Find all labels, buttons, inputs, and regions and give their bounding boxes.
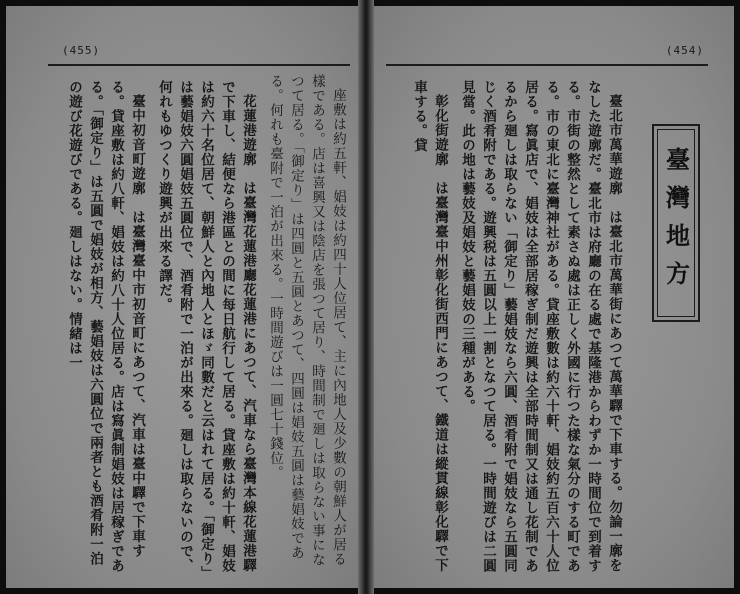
chapter-title-box: [652, 124, 700, 322]
paragraph-right-1: 臺北市萬華遊廓 は臺北市萬華街にあつて萬華驛で下車する。勿論一廓をなした遊廓だ。臺北市は府廳の在る處で基隆港からわずか一時間位で到着する。市街の整然として素さぬ處は正しく外國に行つた樣な氣分のする町である。市の東北に臺灣神社がある。貸座敷數は約六十軒、娼妓約五百六十人位居る。寫眞店で、娼妓は全部居稼ぎ制だ遊興は全部時間制又は通し花制であるから廻しは取らない「御定り」藝娼妓なら六圓、酒肴附で娼妓なら五圓同じく酒肴附である。遊興税は五圓以上一割となつて居る。一時間遊びは二圓見當。此の地は藝妓及娼妓と藝娼妓の三種がある。: [459, 80, 622, 573]
right-page: [374, 6, 734, 588]
right-text-block: [382, 74, 624, 576]
left-header-rule: [48, 64, 350, 66]
right-header-rule: [386, 64, 708, 66]
right-page-number: (454): [665, 44, 704, 57]
paragraph-right-2: 彰化街遊廓 は臺灣臺中州彰化街西門にあつて、鐵道は縱貫線彰化驛で下車する。貸: [411, 80, 448, 572]
left-page: [6, 6, 358, 588]
left-text-block: [54, 74, 348, 576]
paragraph-left-1: 座敷は約五軒、娼妓は約四十人位居て、主に內地人及少數の朝鮮人が居る樣である。店は喜興又は陰店を張つて居り、時間制で廻しは取らない事になつて居る。「御定り」は四圓と五圓とあつて、四圓は娼妓五圓は藝娼妓である。何れも臺附で一泊が出來る。一時間遊びは一圓七十錢位。: [267, 74, 346, 567]
chapter-title: 臺灣地方: [661, 147, 690, 299]
paragraph-left-3: 臺中初音町遊廓 は臺灣臺中市初音町にあつて、汽車は臺中驛で下車する。貸座敷は約八軒、娼妓は約八十人位居る。店は寫眞制娼妓は居稼ぎである。「御定り」は五圓で娼妓が相方、藝娼妓は六圓位で兩者とも酒肴附一泊の遊び花遊びである。廻しはない。情緒は一: [66, 80, 145, 573]
left-page-number: (455): [62, 44, 101, 57]
paragraph-left-2: 花蓮港遊廓 は臺灣花蓮港廳花蓮港にあつて、汽車なら臺灣本線花蓮港驛で下車し、結便なら港區との間に每日航行して居る。貸座敷は約十軒、娼妓は約六十名位居て、朝鮮人と內地人とほゞ同數だと云はれて居る。「御定り」は藝娼妓六圓娼妓五圓位で、酒肴附で一泊が出來る。廻しは取らないので、何れもゆつくり遊興が出來る譯だ。: [156, 80, 256, 574]
book-gutter: [358, 0, 374, 594]
